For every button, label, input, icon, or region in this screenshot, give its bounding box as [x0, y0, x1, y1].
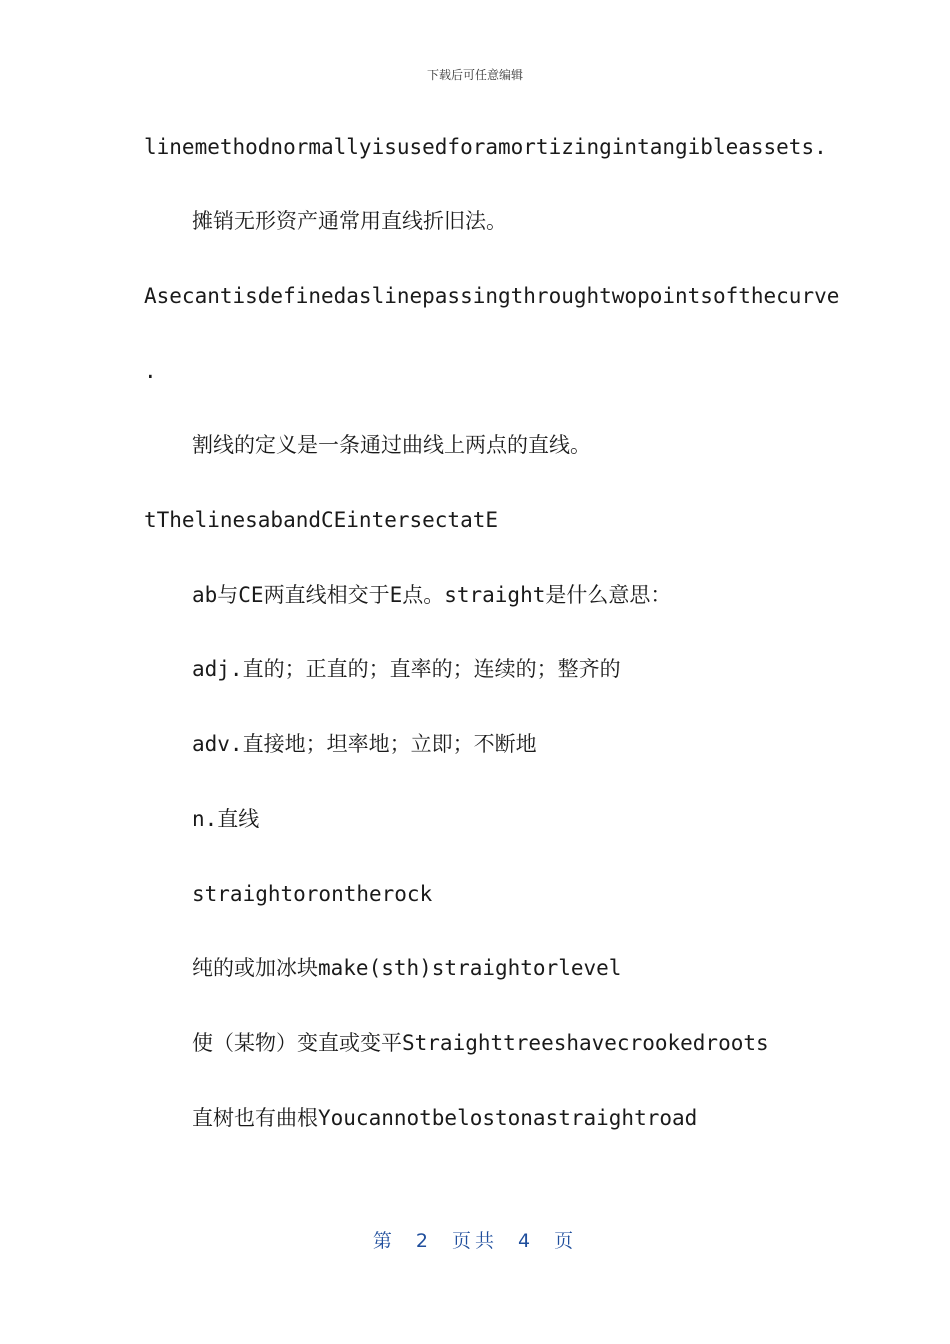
page-header: 下载后可任意编辑 [426, 68, 523, 82]
text-line-adj-definition: adj.直的；正直的；直率的；连续的；整齐的 [192, 657, 621, 681]
text-line-example-level: 纯的或加冰块make(sth)straightorlevel [192, 956, 622, 980]
text-line-period: . [144, 359, 157, 383]
text-line-adv-definition: adv.直接地；坦率地；立即；不断地 [192, 732, 537, 756]
page-number-footer: 第 2 页共 4 页 [372, 1230, 578, 1252]
text-line-english-secant: Asecantisdefinedaslinepassingthroughtwopointsofthecurve [144, 284, 840, 308]
text-line-english-intersect: tThelinesabandCEintersectatE [144, 508, 499, 532]
text-line-chinese-secant: 割线的定义是一条通过曲线上两点的直线。 [192, 433, 591, 457]
text-line-example-trees: 使（某物）变直或变平Straighttreeshavecrookedroots [192, 1031, 769, 1055]
text-line-english-amortizing: linemethodnormallyisusedforamortizingintangibleassets. [144, 135, 827, 159]
text-line-example-rock: straightorontherock [192, 882, 433, 906]
text-line-chinese-amortizing: 摊销无形资产通常用直线折旧法。 [192, 209, 507, 233]
text-line-chinese-intersect: ab与CE两直线相交于E点。straight是什么意思： [192, 583, 672, 607]
text-line-noun-definition: n.直线 [192, 807, 260, 831]
text-line-example-road: 直树也有曲根Youcannotbelostonastraightroad [192, 1106, 698, 1130]
